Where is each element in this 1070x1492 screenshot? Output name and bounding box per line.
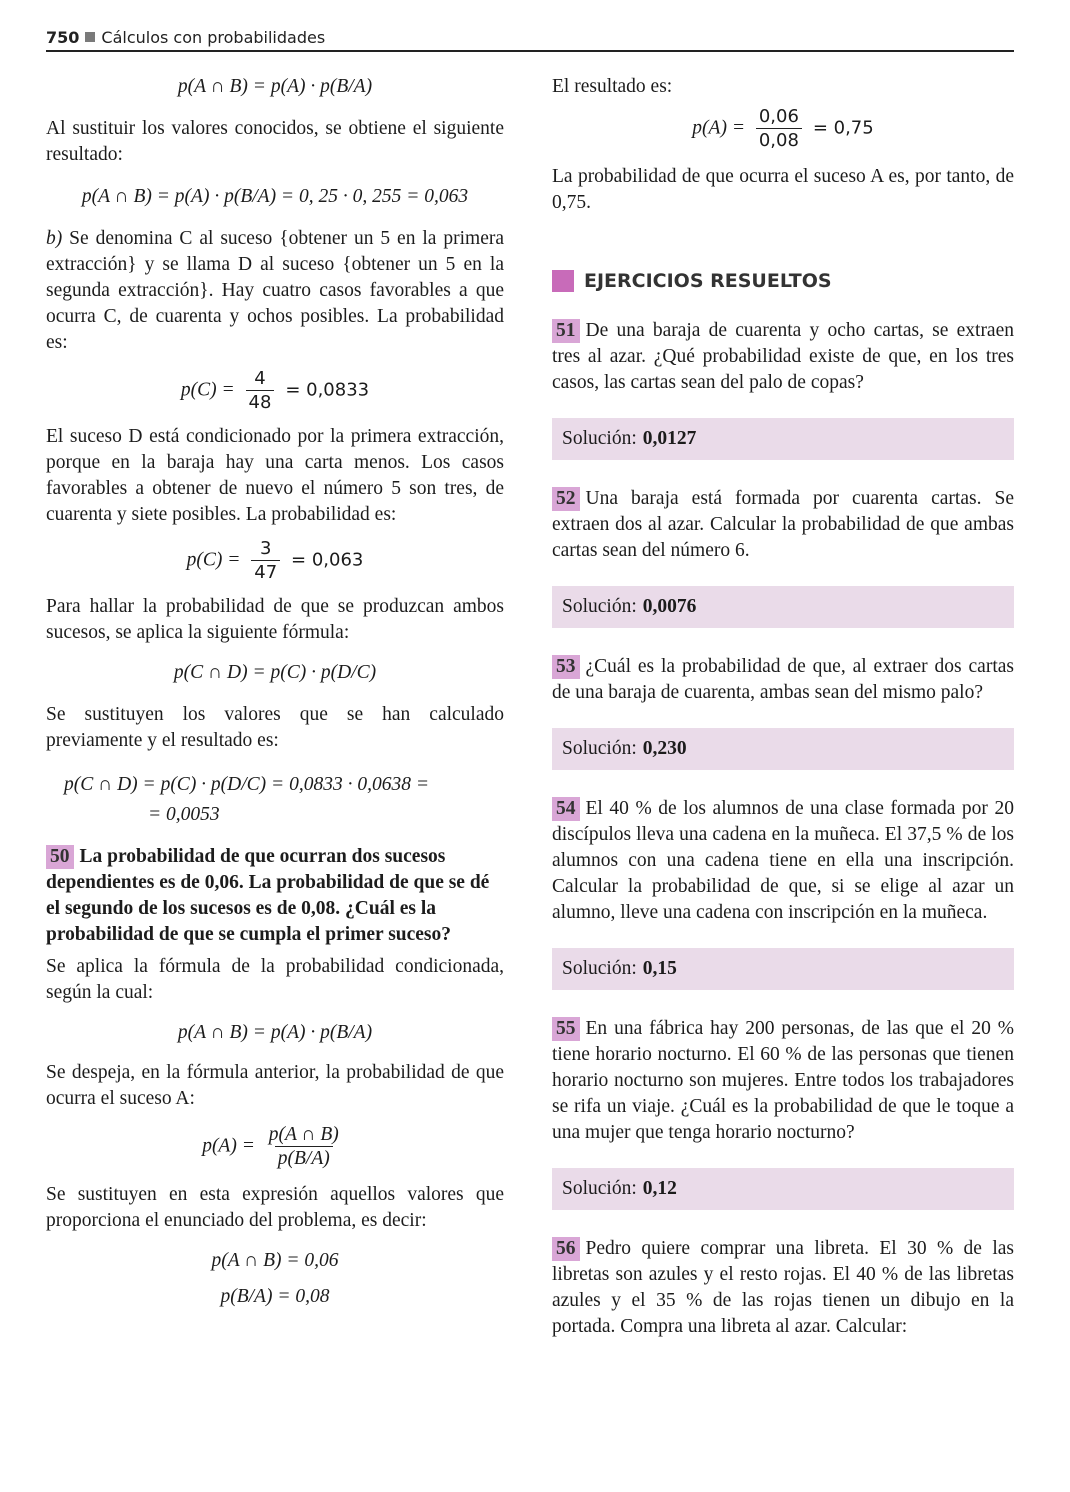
solution-label: Solución: (562, 428, 637, 449)
exercise-number-badge: 54 (552, 797, 580, 821)
paragraph: Se sustituyen en esta expresión aquellos valores que proporciona el enunciado del problema, es decir: (46, 1184, 504, 1231)
exercise-51 (552, 318, 1014, 396)
eq-lhs: p(A) = (692, 117, 745, 139)
exercise-text: ¿Cuál es la probabilidad de que, al extraer dos cartas de una baraja de cuarenta, ambas sean del mismo palo? (552, 656, 1014, 703)
frac-den: p(B/A) (275, 1146, 333, 1170)
solution-value: 0,12 (642, 1178, 677, 1199)
equation-value-2: p(B/A) = 0,08 (220, 1286, 330, 1307)
exercise-number-badge: 55 (552, 1017, 580, 1041)
right-column (552, 64, 1014, 1340)
equation-pa-value (552, 106, 1014, 152)
fraction (266, 1124, 342, 1170)
solution-box (552, 418, 1014, 460)
paragraph: Para hallar la probabilidad de que se produzcan ambos sucesos, se aplica la siguiente fórmula: (46, 596, 504, 643)
solution-label: Solución: (562, 958, 637, 979)
solution-box (552, 728, 1014, 770)
exercise-text: La probabilidad de que ocurran dos sucesos dependientes es de 0,06. La probabilidad de que se dé el segundo de los sucesos es de 0,08. ¿Cuál es la probabilidad de que se cumpla el primer suceso? (46, 846, 490, 945)
header-rule (46, 50, 1014, 52)
frac-den: 47 (251, 560, 280, 584)
frac-num: 4 (254, 368, 266, 389)
exercise-53 (552, 654, 1014, 706)
eq-lhs: p(C) = (186, 549, 241, 571)
exercise-number-badge: 56 (552, 1237, 580, 1261)
chapter-title: Cálculos con probabilidades (101, 27, 326, 47)
solution-box (552, 1168, 1014, 1210)
paragraph-text: Se denomina C al suceso {obtener un 5 en la primera extracción} y se llama D al suceso {obtener un 5 en la segunda extracción}. Hay cuatro casos favorables a que ocurra C, de cuarenta y ochos posibles. La probabilidad es: (46, 228, 505, 353)
equation-result: p(A ∩ B) = p(A) · p(B/A) = 0, 25 · 0, 255 = 0,063 (81, 186, 469, 207)
exercise-number-badge: 52 (552, 487, 580, 511)
solution-value: 0,15 (642, 958, 677, 979)
solution-label: Solución: (562, 738, 637, 759)
frac-den: 0,08 (756, 128, 802, 152)
exercise-number-badge: 51 (552, 319, 580, 343)
exercise-52 (552, 486, 1014, 564)
eq-rhs: = 0,063 (291, 549, 364, 571)
frac-num: 0,06 (758, 106, 799, 127)
equation-pa (46, 1124, 504, 1170)
solution-label: Solución: (562, 1178, 637, 1199)
frac-num: 3 (259, 538, 272, 559)
paragraph: Se sustituyen los valores que se han calculado previamente y el resultado es: (46, 704, 504, 751)
exercise-text: El 40 % de los alumnos de una clase formada por 20 discípulos lleva una cadena en la muñeca. El 37,5 % de los alumnos con una cadena tiene en ella una inscripción. Calcular la probabilidad de que, si se elige al azar un alumno, lleve una cadena con inscripción en la muñeca. (552, 798, 1014, 923)
paragraph: El resultado es: (552, 76, 673, 97)
paragraph: Se aplica la fórmula de la probabilidad condicionada, según la cual: (46, 956, 504, 1003)
header-square-icon (85, 32, 95, 42)
section-heading (552, 268, 1014, 294)
section-title: EJERCICIOS RESUELTOS (584, 270, 832, 292)
eq-rhs: = 0,75 (812, 117, 874, 139)
fraction (251, 538, 280, 584)
exercise-number-badge: 53 (552, 655, 580, 679)
solution-box (552, 586, 1014, 628)
frac-num: p(A ∩ B) (268, 1124, 339, 1145)
paragraph: El suceso D está condicionado por la primera extracción, porque en la baraja hay una carta menos. Los casos favorables a obtener de nuevo el número 5 son tres, de cuarenta y siete posibles. La probabilidad es: (46, 426, 504, 525)
solution-box (552, 948, 1014, 990)
item-label: b) (46, 228, 63, 249)
exercise-55 (552, 1016, 1014, 1146)
equation-value-1: p(A ∩ B) = 0,06 (211, 1250, 339, 1271)
fraction (756, 106, 802, 152)
exercise-56 (552, 1236, 1014, 1340)
exercise-number-badge: 50 (46, 845, 74, 869)
fraction (246, 368, 275, 414)
exercise-text: Una baraja está formada por cuarenta cartas. Se extraen dos al azar. Calcular la probabilidad de que ambas cartas sean del número 6. (552, 488, 1014, 561)
solution-value: 0,0076 (642, 596, 697, 617)
exercise-50 (46, 844, 504, 948)
paragraph: Al sustituir los valores conocidos, se obtiene el siguiente resultado: (46, 118, 504, 165)
left-column (46, 64, 504, 1310)
equation-conditional: p(A ∩ B) = p(A) · p(B/A) (177, 1022, 373, 1043)
paragraph: La probabilidad de que ocurra el suceso A es, por tanto, de 0,75. (552, 166, 1014, 213)
eq-lhs: p(A) = (202, 1135, 255, 1157)
exercise-text: Pedro quiere comprar una libreta. El 30 % de las libretas son azules y el resto rojas. El 40 % de las libretas azules y el 35 % de las rojas tienen un dibujo en la portada. Compra una libreta al azar. Calcular: (552, 1238, 1014, 1337)
equation-pc-2 (46, 538, 504, 584)
solution-value: 0,0127 (642, 428, 697, 449)
exercise-54 (552, 796, 1014, 926)
equation-cd: p(C ∩ D) = p(C) · p(D/C) (173, 662, 377, 683)
equation-pc-1 (46, 368, 504, 414)
equation-cd-result-1: p(C ∩ D) = p(C) · p(D/C) = 0,0833 · 0,0638 = (64, 774, 429, 795)
eq-lhs: p(C) = (180, 379, 235, 401)
frac-den: 48 (246, 390, 275, 414)
exercise-text: En una fábrica hay 200 personas, de las que el 20 % tiene horario nocturno. El 60 % de las personas que tienen horario nocturno son mujeres. Entre todos los trabajadores se rifa un viaje. ¿Cuál es la probabilidad de que le toque a una mujer que tenga horario nocturno? (552, 1018, 1014, 1143)
solution-label: Solución: (562, 596, 637, 617)
solution-value: 0,230 (642, 738, 687, 759)
equation-general: p(A ∩ B) = p(A) · p(B/A) (177, 76, 373, 97)
section-square-icon (552, 270, 574, 292)
page-header (46, 24, 1014, 50)
eq-rhs: = 0,0833 (285, 379, 370, 401)
page-number: 750 (46, 27, 80, 47)
exercise-text: De una baraja de cuarenta y ocho cartas, se extraen tres al azar. ¿Qué probabilidad existe de que, en los tres casos, las cartas sean del palo de copas? (552, 320, 1014, 393)
paragraph: Se despeja, en la fórmula anterior, la probabilidad de que ocurra el suceso A: (46, 1062, 504, 1109)
equation-cd-result-2: = 0,0053 (148, 804, 220, 825)
paragraph-b (46, 226, 504, 356)
